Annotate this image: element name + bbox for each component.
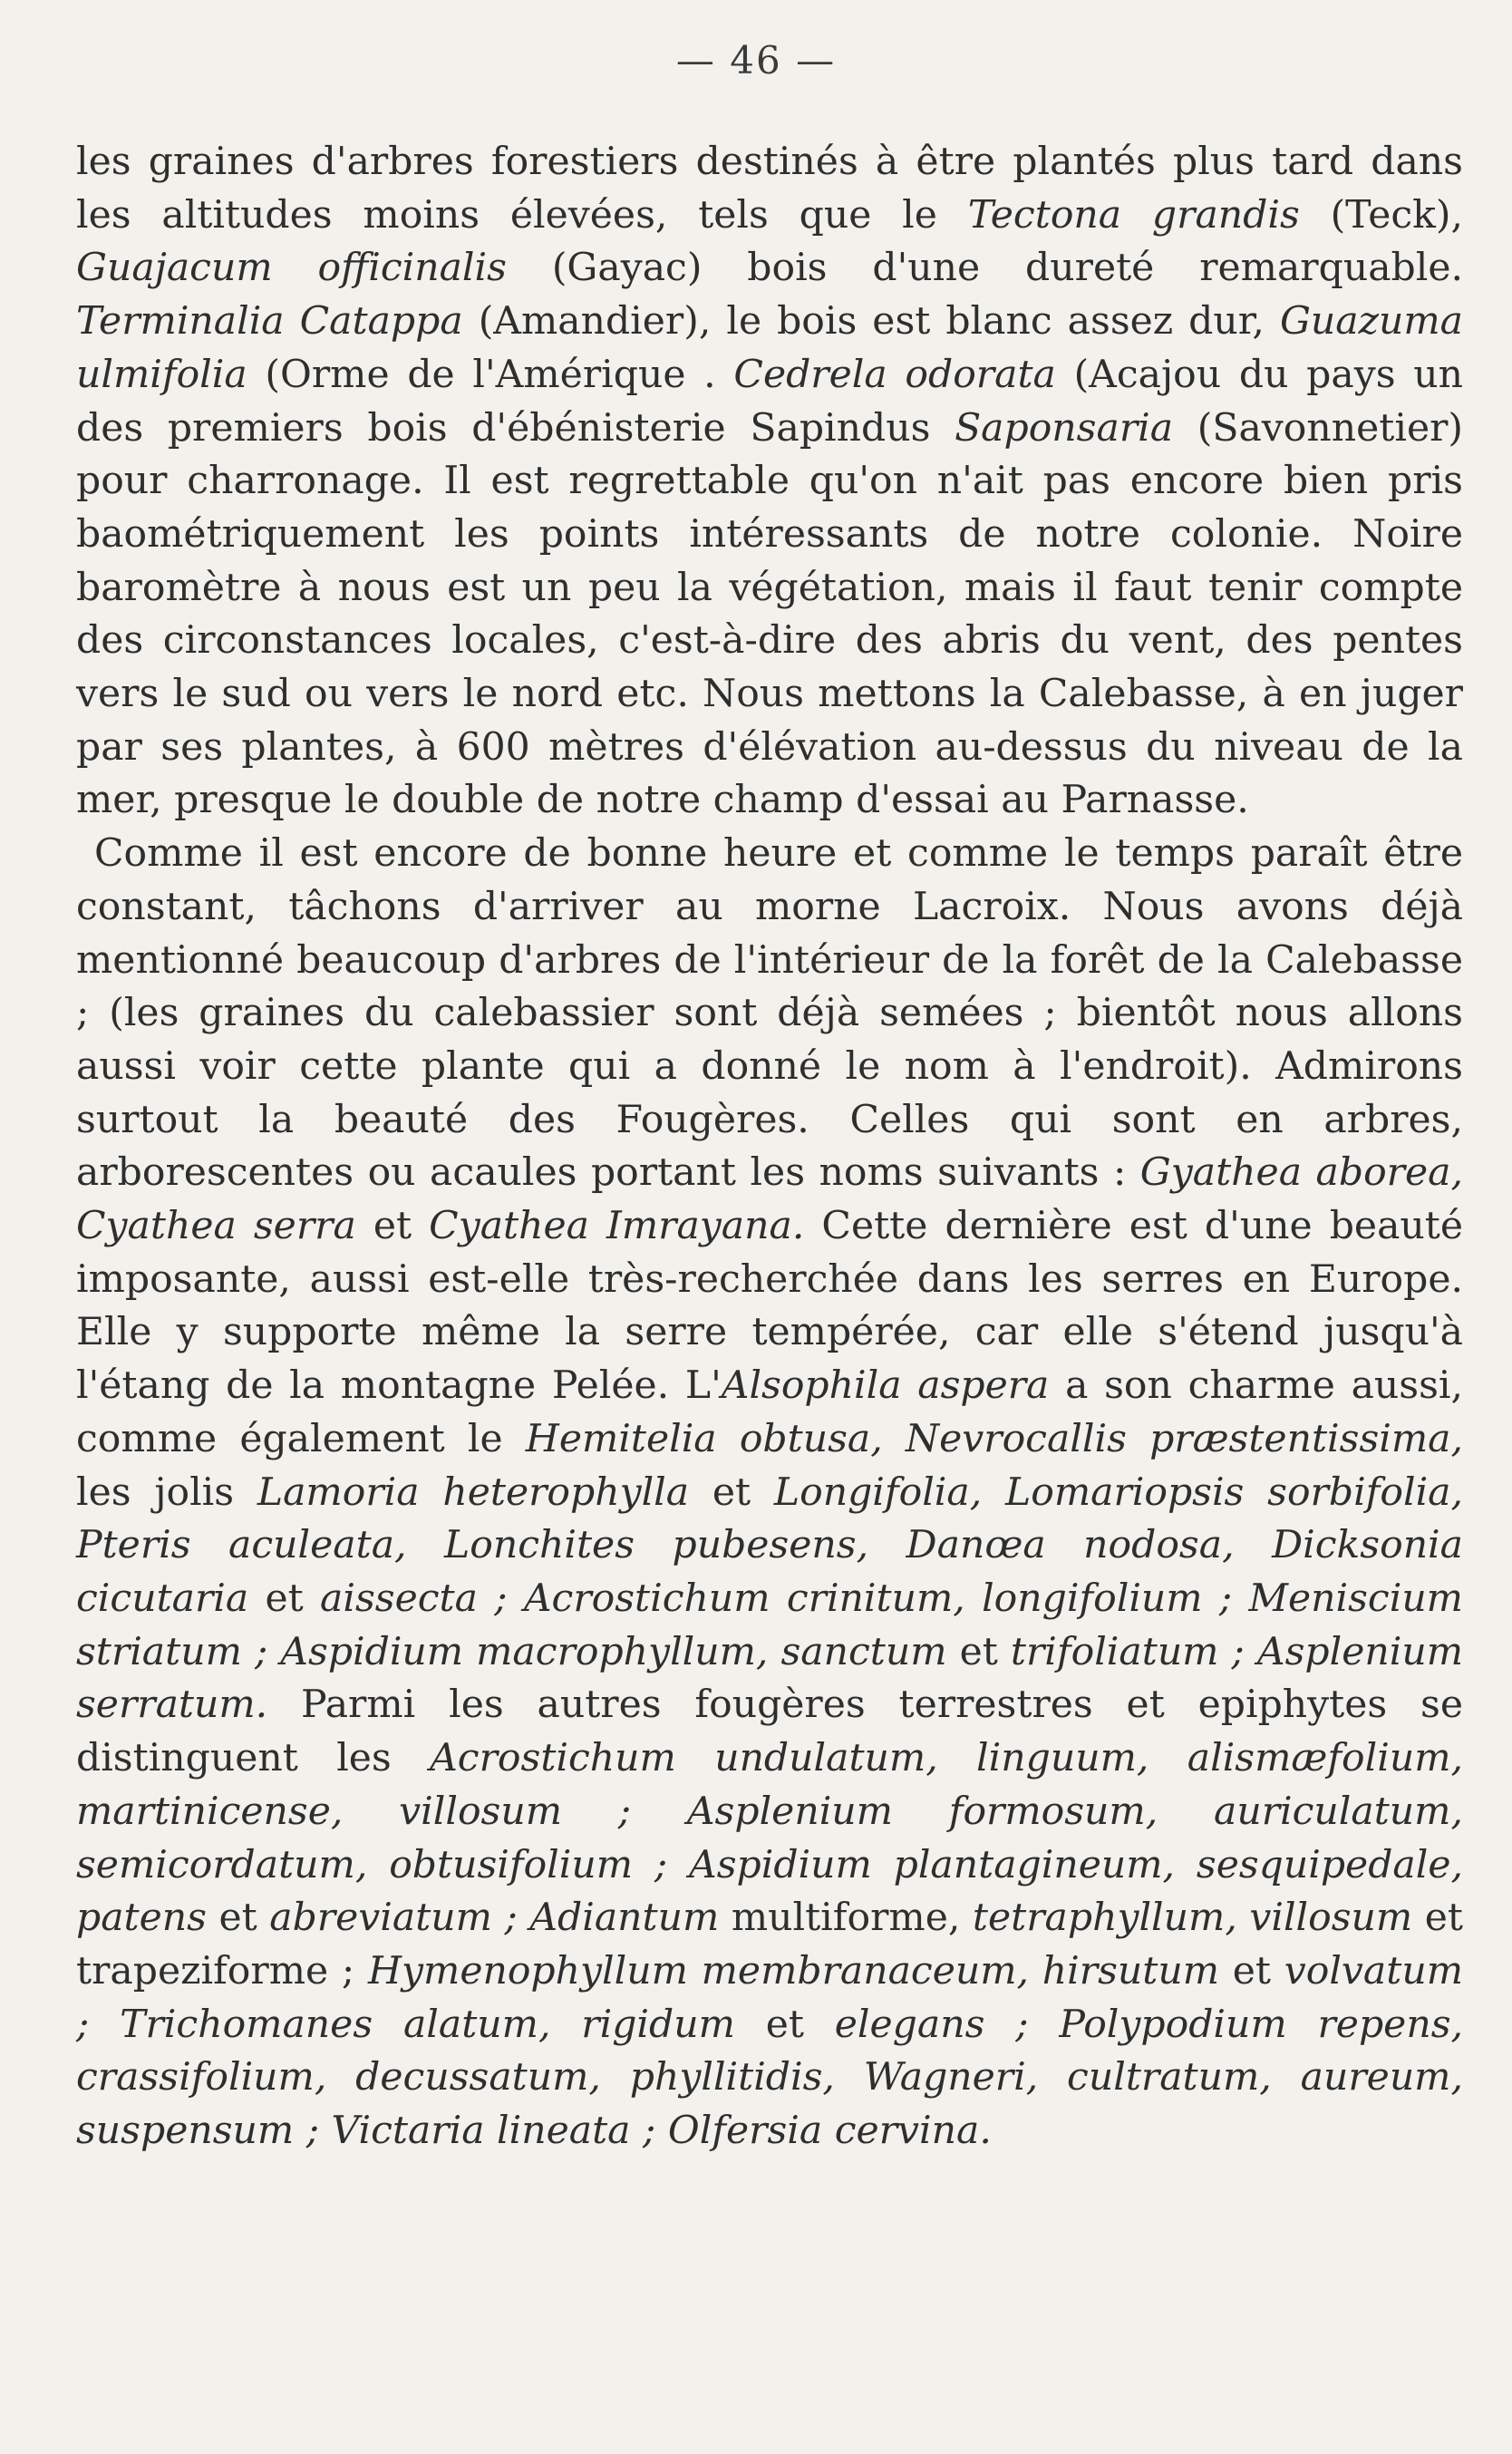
text-run: multiforme, (719, 1896, 973, 1941)
paragraph (76, 828, 1463, 2158)
text-run: et (946, 1629, 1011, 1674)
italic-text-run: Alsophila aspera (721, 1363, 1050, 1409)
text-run: les jolis (76, 1469, 257, 1515)
text-run: et (248, 1576, 321, 1621)
italic-text-run: Hemitelia obtusa, Nevrocallis præstentissima, (525, 1416, 1463, 1461)
text-run: (Amandier), le bois est blanc assez dur, (462, 299, 1280, 344)
italic-text-run: elegans ; Polypodium repens, crassifolium, decussatum, phyllitidis, Wagneri, cultratum, aureum, suspensum ; Victaria lineata ; Olfersia cervina. (76, 2002, 1464, 2154)
italic-text-run: tetraphyllum, villosum (972, 1896, 1413, 1941)
text-run: Cette dernière est d'une beauté imposante, aussi est-elle très-recherchée dans les serres en Europe. Elle y supporte même la serre tempérée, car elle s'étend jusqu'à l'étang de la montagne Pelée. L' (76, 1204, 1464, 1409)
text-run: Parmi les autres fougères terrestres et epiphytes se distinguent les (76, 1683, 1463, 1781)
italic-text-run: Guajacum officinalis (76, 246, 507, 291)
italic-text-run: volvatum ; Trichomanes alatum, rigidum (76, 1948, 1464, 2047)
text-run: (Orme de l'Amérique . (247, 352, 734, 397)
page-number: — 46 — (675, 38, 837, 82)
italic-text-run: Gyathea aborea, Cyathea serra (76, 1150, 1463, 1249)
text-run: les graines d'arbres forestiers destinés à être plantés plus tard dans les altitudes moins élevées, tels que le (76, 140, 1463, 238)
text-run: et (206, 1896, 270, 1941)
text-run: et trapeziforme ; (76, 1896, 1463, 1993)
text-run: et (355, 1204, 430, 1249)
italic-text-run: Cedrela odorata (733, 352, 1056, 397)
text-run: (Gayac) bois d'une dureté remarquable. (506, 246, 1464, 291)
text-run: (Savonnetier) pour charronage. Il est regrettable qu'on n'ait pas encore bien pris baométriquement les points intéressants de notre colonie. Noire baromètre à nous est un peu la végétation, mais il faut tenir compte des circonstances locales, c'est-à-dire des abris du vent, des pentes vers le sud ou vers le nord etc. Nous mettons la Calebasse, à en juger par ses plantes, à 600 mètres d'élévation au-dessus du niveau de la mer, presque le double de notre champ d'essai au Parnasse. (76, 405, 1463, 823)
italic-text-run: Cyathea Imrayana. (429, 1204, 805, 1249)
italic-text-run: Acrostichum undulatum, linguum, alismæfolium, martinicense, villosum ; Asplenium formosum, auriculatum, semicordatum, obtusifolium ; Aspidium plantagineum, sesquipedale, patens (76, 1736, 1463, 1941)
italic-text-run: Terminalia Catappa (76, 299, 463, 344)
text-run: (Teck), (1299, 192, 1463, 238)
body-text (76, 136, 1463, 2158)
italic-text-run: Lamoria heterophylla (257, 1469, 690, 1515)
text-run: et (689, 1469, 774, 1515)
paragraph (76, 136, 1463, 828)
text-run: a son charme aussi, comme également le (76, 1363, 1463, 1461)
italic-text-run: Guazuma ulmifolia (76, 299, 1463, 397)
italic-text-run: Longifolia, Lomariopsis sorbifolia, Pteris aculeata, Lonchites pubesens, Danœa nodosa, Dicksonia cicutaria (76, 1469, 1464, 1621)
italic-text-run: Hymenophyllum membranaceum, hirsutum (367, 1948, 1220, 1993)
italic-text-run: aissecta ; Acrostichum crinitum, longifolium ; Meniscium striatum ; Aspidium macrophyllum, sanctum (76, 1576, 1463, 1674)
text-run: (Acajou du pays un des premiers bois d'ébénisterie Sapindus (76, 352, 1463, 451)
italic-text-run: abreviatum ; Adiantum (269, 1896, 720, 1941)
italic-text-run: Tectona grandis (967, 192, 1300, 238)
text-run: Comme il est encore de bonne heure et comme le temps paraît être constant, tâchons d'arriver au morne Lacroix. Nous avons déjà mentionné beaucoup d'arbres de l'intérieur de la forêt de la Calebasse ; (les graines du calebassier sont déjà semées ; bientôt nous allons aussi voir cette plante qui a donné le nom à l'endroit). Admirons surtout la beauté des Fougères. Celles qui sont en arbres, arborescentes ou acaules portant les noms suivants : (76, 831, 1463, 1196)
text-run: et (734, 2002, 835, 2047)
text-run: et (1219, 1948, 1284, 1993)
italic-text-run: trifoliatum ; Asplenium serratum. (76, 1629, 1463, 1728)
italic-text-run: Saponsaria (955, 405, 1174, 451)
